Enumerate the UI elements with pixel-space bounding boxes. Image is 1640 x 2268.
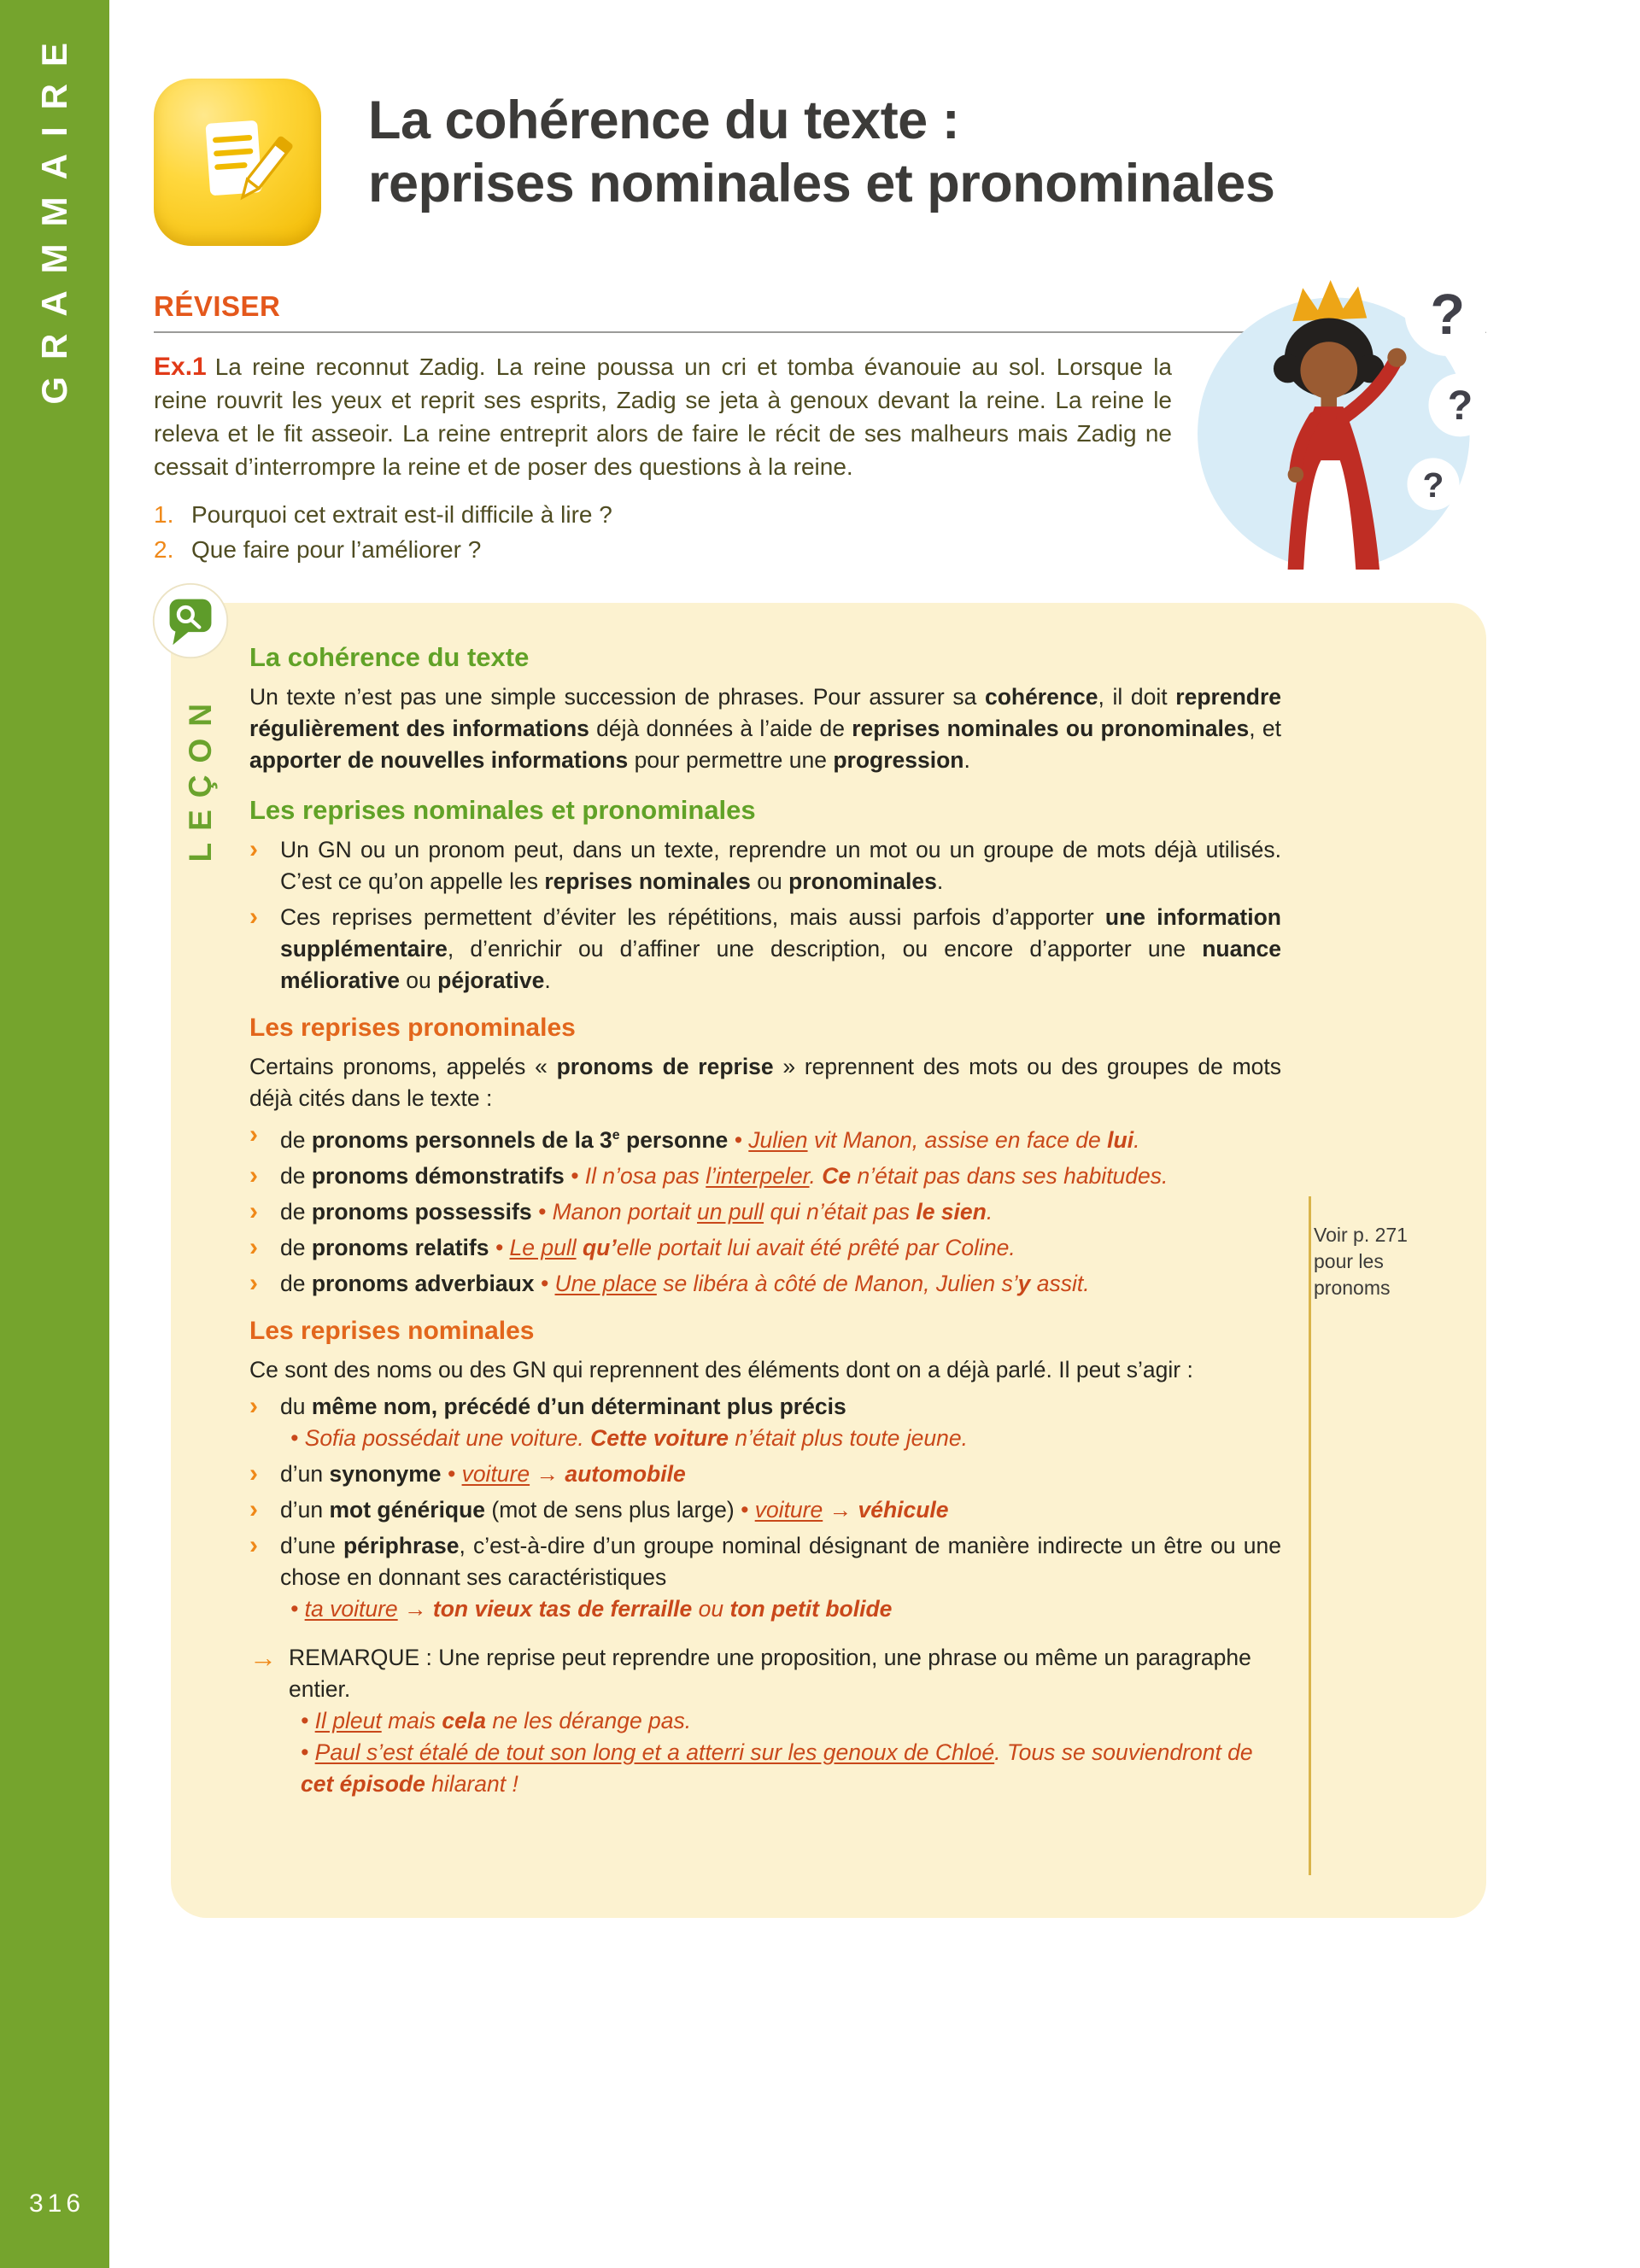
pronoun-item-text: de pronoms adverbiaux • Une place se libéra à côté de Manon, Julien s’y assit. [280,1270,1090,1296]
exercise-label: Ex.1 [154,353,207,381]
remark-example: • Paul s’est étalé de tout son long et a atterri sur les genoux de Chloé. Tous se souviendront de cet épisode hilarant ! [301,1739,1253,1797]
chevron-bullet-icon: › [249,1268,258,1297]
nominales-intro: Ce sont des noms ou des GN qui reprennent des éléments dont on a déjà parlé. Il peut s’agir : [249,1356,1193,1382]
crown-icon [1292,280,1367,321]
pronoun-item-text: de pronoms relatifs • Le pull qu’elle portait lui avait été prêté par Coline. [280,1234,1016,1260]
chapter-title [368,79,1274,215]
chevron-bullet-icon: › [249,1232,258,1261]
pronoun-item-text: de pronoms possessifs • Manon portait un pull qui n’était pas le sien. [280,1198,993,1225]
lesson-heading-nominales: Les reprises nominales [249,1316,535,1345]
chevron-bullet-icon: › [249,1160,258,1190]
question-mark: ? [1422,465,1444,505]
document-pencil-icon [154,79,321,246]
queen-illustration-svg [1198,237,1498,601]
remark-block [249,1642,1281,1800]
reviser-section [154,283,1486,567]
pronoun-item [249,1268,1281,1300]
page-number: 316 [29,2189,85,2218]
pronoun-item [249,1160,1281,1192]
remark-text: REMARQUE : Une reprise peut reprendre une proposition, une phrase ou même un paragraphe entier. [289,1644,1251,1702]
pronominales-intro: Certains pronoms, appelés « pronoms de reprise » reprennent des mots ou des groupes de mots déjà cités dans le texte : [249,1054,1282,1111]
chapter-header [154,0,1486,246]
question-number: 1. [154,501,174,528]
document-pencil-glyph [181,106,294,219]
nominal-item [249,1458,1281,1490]
question-number: 2. [154,536,174,563]
question-text: Que faire pour l’améliorer ? [191,536,482,563]
nominal-item [249,1391,1281,1454]
remark-example: • Il pleut mais cela ne les dérange pas. [301,1707,692,1733]
chevron-bullet-icon: › [249,1458,258,1488]
pronoun-item [249,1196,1281,1228]
chevron-bullet-icon: › [249,1391,258,1420]
lesson-bubble-icon [150,581,231,661]
chevron-bullet-icon: › [249,903,258,931]
chevron-bullet-icon: › [249,1120,258,1149]
lesson-heading-coherence: La cohérence du texte [249,642,530,672]
pronoun-item [249,1119,1281,1156]
pronoun-item-text: de pronoms démonstratifs • Il n’osa pas l’interpeler. Ce n’était pas dans ses habitudes. [280,1162,1168,1189]
exercise-body-text: La reine reconnut Zadig. La reine poussa un cri et tomba évanouie au sol. Lorsque la reine rouvrit les yeux et reprit ses esprits, Zadig se jeta à genoux devant la reine. La reine le releva et le fit asseoir. La reine entreprit alors de faire le récit de ses malheurs mais Zadig ne cessait d’interrompre la reine et de poser des questions à la reine. [154,354,1172,480]
chevron-bullet-icon: › [249,1196,258,1225]
section-vertical-label: GRAMMAIRE [34,26,74,405]
lesson-box [171,603,1486,1918]
nominal-item-text: d’une périphrase, c’est-à-dire d’un groupe nominal désignant de manière indirecte un être ou une chose en donnant ses caractéristiques • ta voiture → ton vieux tas de ferraille ou ton petit bolide [280,1532,1281,1622]
pronoun-item [249,1232,1281,1264]
lesson-intro-paragraph: Un texte n’est pas une simple succession de phrases. Pour assurer sa cohérence, il doit reprendre régulièrement des informations déjà données à l’aide de reprises nominales ou pronominales, et apporter de nouvelles informations pour permettre une progression. [249,684,1282,773]
chapter-title-line2: reprises nominales et pronominales [368,154,1275,213]
nominal-item-text: d’un synonyme • voiture → automobile [280,1460,686,1487]
page-content [109,0,1640,1918]
lesson-bubble-glyph [150,581,231,661]
chevron-bullet-icon: › [249,835,258,863]
remark-arrow-icon: → [249,1641,277,1673]
remark-content [289,1642,1281,1800]
chevron-bullet-icon: › [249,1494,258,1523]
lesson-bullet-text: Ces reprises permettent d’éviter les répétitions, mais aussi parfois d’apporter une information supplémentaire, d’enrichir ou d’affiner une description, ou encore d’apporter une nuance méliorative ou péjorative. [280,904,1281,993]
lesson-bullet-text: Un GN ou un pronom peut, dans un texte, reprendre un mot ou un groupe de mots déjà utilisés. C’est ce qu’on appelle les reprises nominales ou pronominales. [280,837,1281,894]
lesson-heading-reprises: Les reprises nominales et pronominales [249,795,756,825]
chevron-bullet-icon: › [249,1530,258,1559]
nominal-item [249,1530,1281,1625]
chapter-title-line1: La cohérence du texte : [368,91,960,150]
grammar-sidebar [0,0,109,2268]
pronoun-item-text: de pronoms personnels de la 3e personne • Julien vit Manon, assise en face de lui. [280,1126,1140,1153]
lesson-bullet-item [249,834,1281,897]
lesson-bullet-item [249,902,1281,997]
question-mark: ? [1447,383,1473,429]
question-mark: ? [1430,283,1466,347]
margin-rule [1309,1196,1311,1875]
exercise-1 [154,350,1172,483]
lesson-vertical-label: LEÇON [183,692,218,862]
nominal-item-text: du même nom, précédé d’un déterminant plus précis • Sofia possédait une voiture. Cette voiture n’était plus toute jeune. [280,1393,968,1451]
lesson-section [154,603,1486,1918]
nominal-item-text: d’un mot générique (mot de sens plus large) • voiture → véhicule [280,1496,949,1523]
question-text: Pourquoi cet extrait est-il difficile à lire ? [191,501,612,528]
lesson-heading-pronominales: Les reprises pronominales [249,1014,576,1042]
reviser-heading: RÉVISER [154,290,1486,333]
queen-illustration [1198,237,1498,601]
nominal-item [249,1494,1281,1526]
margin-note-see-page: Voir p. 271 pour les pronoms [1314,1224,1408,1299]
